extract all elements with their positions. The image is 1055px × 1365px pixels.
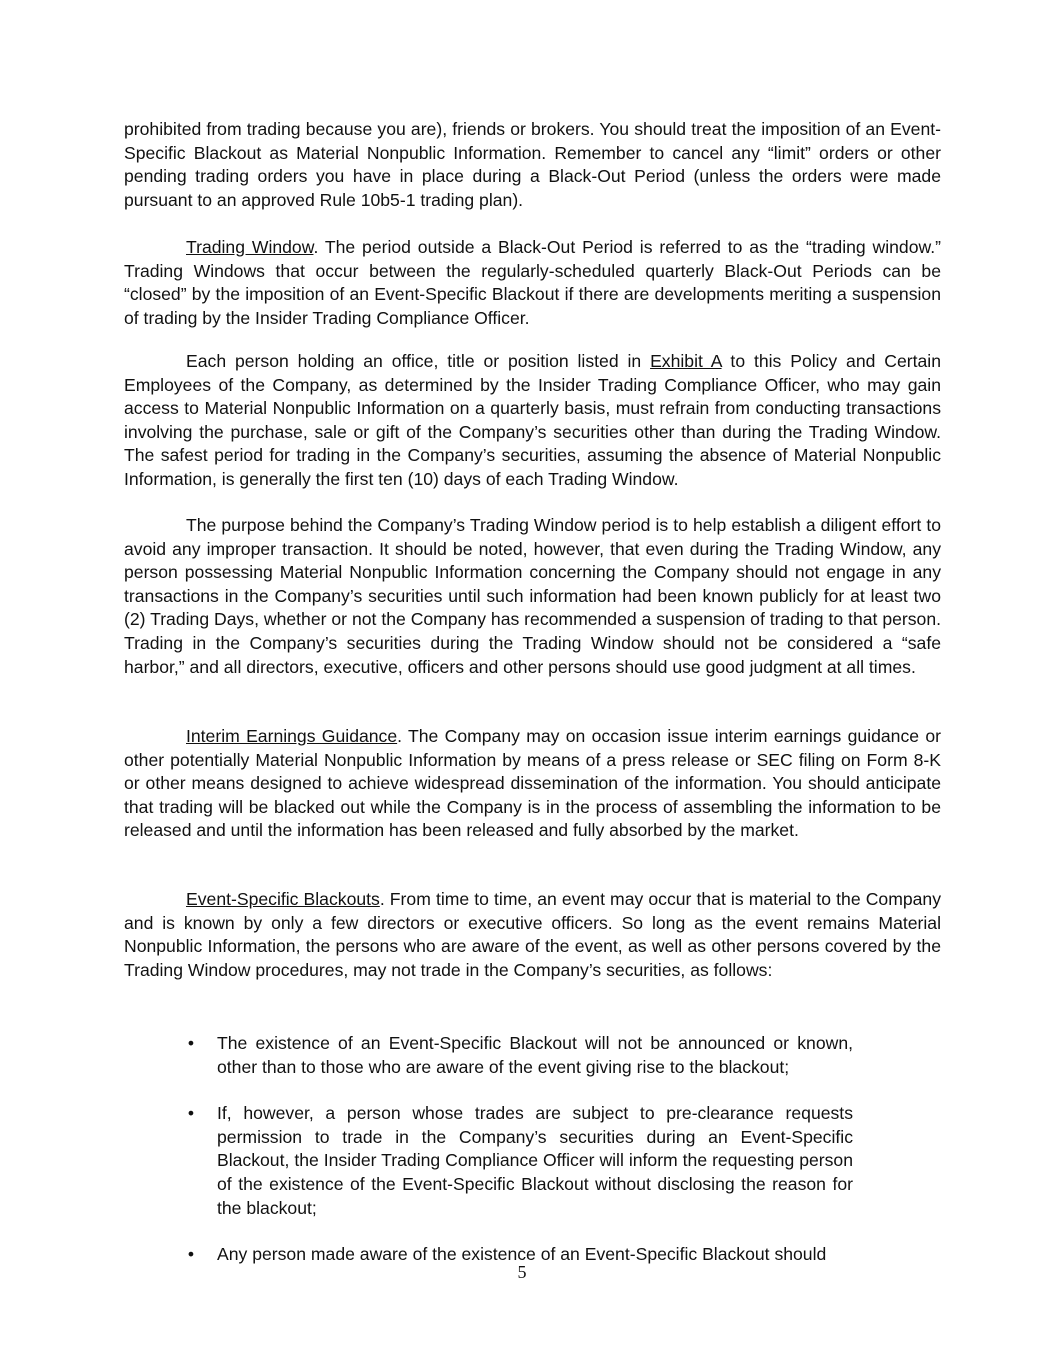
paragraph-trading-window-purpose [124,514,941,679]
paragraph-text: prohibited from trading because you are), friends or brokers. You should treat the imposition of an Event-Specific Blackout as Material Nonpublic Information. Remember to cancel any “limit” orders or other pending trading orders you have in place during a Black-Out Period (unless the orders were made pursuant to an approved Rule 10b5-1 trading plan). [124,119,941,210]
trading-window-text: . The period outside a Black-Out Period is referred to as the “trading window.” Trading Windows that occur between the regularly-scheduled quarterly Black-Out Periods can be “closed” by the imposition of an Event-Specific Blackout if there are developments meriting a suspension of trading by the Insider Trading Compliance Officer. [124,237,941,328]
list-item-text: Any person made aware of the existence of an Event-Specific Blackout should [217,1244,827,1265]
bullet-icon: • [187,1244,195,1265]
paragraph-interim-earnings [124,725,941,843]
paragraph-text: The purpose behind the Company’s Trading Window period is to help establish a diligent effort to avoid any improper transaction. It should be noted, however, that even during the Trading Window, any person possessing Material Nonpublic Information concerning the Company should not engage in any transactions in the Company’s securities until such information had been known publicly for at least two (2) Trading Days, whether or not the Company has recommended a suspension of trading to that person. Trading in the Company’s securities during the Trading Window should not be considered a “safe harbor,” and all directors, executive, officers and other persons should use good judgment at all times. [124,515,941,677]
list-item [186,1102,853,1220]
paragraph-trading-window [124,236,941,330]
paragraph-exhibit-a [124,350,941,492]
list-item [186,1032,853,1079]
event-specific-blackouts-heading: Event-Specific Blackouts [186,889,380,909]
list-item-text: The existence of an Event-Specific Blackout will not be announced or known, other than to those who are aware of the event giving rise to the blackout; [217,1033,853,1077]
bullet-icon: • [187,1103,195,1124]
paragraph-continuation [124,118,941,212]
event-specific-blackouts-text: . From time to time, an event may occur that is material to the Company and is known by only a few directors or executive officers. So long as the event remains Material Nonpublic Information, the persons who are aware of the event, as well as other persons covered by the Trading Window procedures, may not trade in the Company’s securities, as follows: [124,889,941,980]
interim-earnings-heading: Interim Earnings Guidance [186,726,398,746]
blackout-rules-list [186,1032,853,1267]
exhibit-a-link[interactable]: Exhibit A [650,351,722,371]
exhibit-a-text-before: Each person holding an office, title or position listed in [186,351,651,371]
bullet-icon: • [187,1033,195,1053]
interim-earnings-text: . The Company may on occasion issue interim earnings guidance or other potentially Material Nonpublic Information by means of a press release or SEC filing on Form 8-K or other means designed to achieve widespread dissemination of the information. You should anticipate that trading will be blacked out while the Company is in the process of assembling the information to be released and until the information has been released and fully absorbed by the market. [124,726,941,841]
paragraph-event-specific-blackouts [124,888,941,982]
exhibit-a-text-after: to this Policy and Certain Employees of the Company, as determined by the Insider Trading Compliance Officer, who may gain access to Material Nonpublic Information on a quarterly basis, must refrain from conducting transactions involving the purchase, sale or gift of the Company’s securities other than during the Trading Window. The safest period for trading in the Company’s securities, assuming the absence of Material Nonpublic Information, is generally the first ten (10) days of each Trading Window. [124,351,941,489]
page-number: 5 [517,1262,527,1282]
list-item-text: If, however, a person whose trades are subject to pre-clearance requests permission to trade in the Company’s securities during an Event-Specific Blackout, the Insider Trading Compliance Officer will inform the requesting person of the existence of the Event-Specific Blackout without disclosing the reason for the blackout; [217,1103,853,1218]
trading-window-heading: Trading Window [186,237,314,257]
